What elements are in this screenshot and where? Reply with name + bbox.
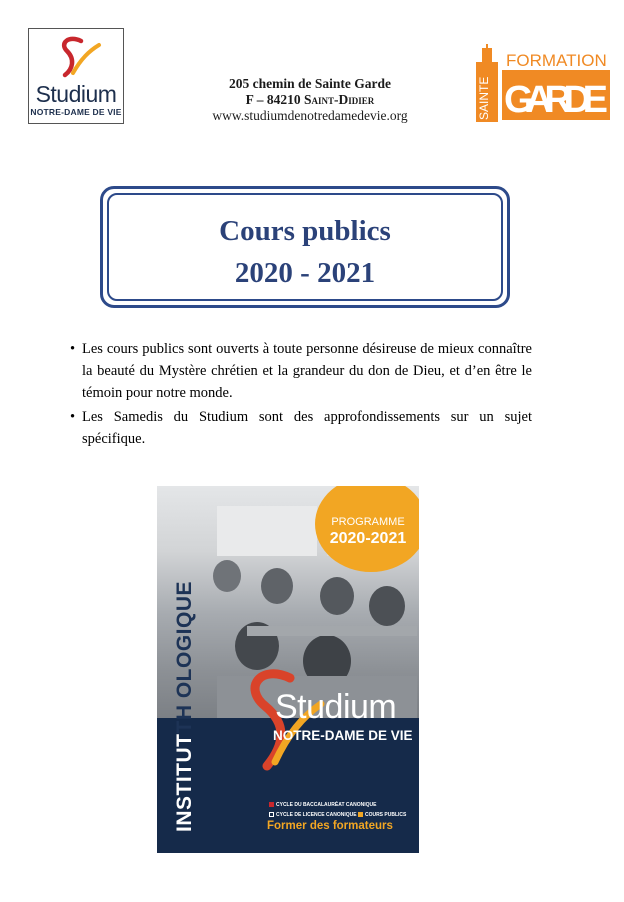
orange-square-icon [358, 812, 363, 817]
vertical-title-b: TH OLOGIQUE [173, 581, 196, 734]
badge-label: PROGRAMME [331, 516, 405, 528]
studium-s-icon [29, 29, 123, 85]
address-postal: F – 84210 [245, 92, 305, 107]
brochure-cycle-1 [269, 802, 376, 808]
brochure-tagline: Former des formateurs [267, 820, 393, 832]
white-square-icon [269, 812, 274, 817]
logo-top-text: FORMATION [506, 51, 607, 70]
studium-logo-word: Studium [35, 81, 117, 107]
brochure-logo-word: Studium [275, 688, 397, 726]
intro-list [70, 338, 532, 452]
address-block [150, 76, 470, 124]
sainte-garde-logo [466, 44, 614, 124]
red-square-icon [269, 802, 274, 807]
cycle-2-text: CYCLE DE LICENCE CANONIQUE [276, 812, 357, 818]
list-item-text: Les cours publics sont ouverts à toute personne désireuse de mieux connaître la beauté du Mystère chrétien et la grandeur du don de Dieu, et d’en être le témoin pour notre monde. [82, 341, 532, 401]
page-title: Cours publics [219, 215, 391, 247]
badge-year: 2020-2021 [329, 530, 407, 547]
website-link[interactable]: www.studiumdenotredamedevie.org [212, 108, 408, 123]
logo-big-text: GARDE [504, 79, 608, 121]
list-item [70, 406, 532, 450]
brochure-vertical-title [173, 581, 197, 832]
sainte-garde-logo-graphic [466, 44, 614, 124]
brochure-cover [157, 486, 419, 853]
address-city-line [150, 92, 470, 108]
list-item [70, 338, 532, 404]
studium-logo [28, 28, 124, 124]
brochure-logo-sub: NOTRE-DAME DE VIE [273, 728, 413, 743]
list-item-text: Les Samedis du Studium sont des approfondissements sur un sujet spécifique. [82, 409, 532, 447]
title-inner-frame [107, 193, 503, 301]
logo-side-text: SAINTE [477, 76, 491, 120]
bullet-icon: • [70, 341, 76, 357]
title-frame [100, 186, 510, 308]
brochure-cycle-2 [269, 812, 406, 818]
page-year: 2020 - 2021 [234, 257, 376, 289]
studium-logo-sub: NOTRE-DAME DE VIE [30, 107, 122, 117]
address-city: Saint-Didier [304, 92, 375, 107]
cycle-1-text: CYCLE DU BACCALAURÉAT CANONIQUE [276, 802, 377, 808]
vertical-title-a: INSTITUT [173, 733, 196, 832]
address-street: 205 chemin de Sainte Garde [229, 76, 391, 91]
cycle-3-text: COURS PUBLICS [364, 812, 407, 818]
bullet-icon: • [70, 409, 76, 425]
